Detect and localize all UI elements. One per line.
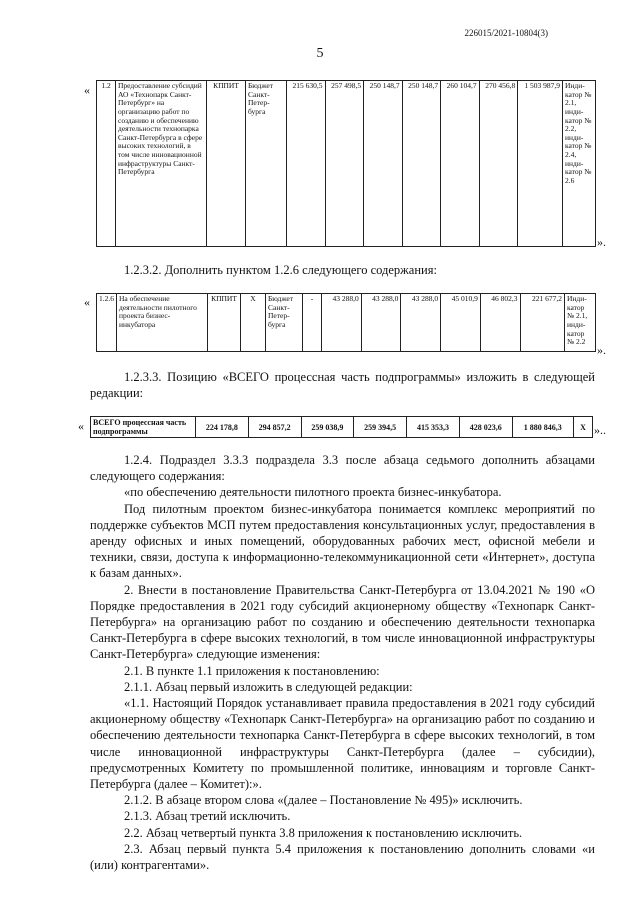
paragraph-1-2-3-2: 1.2.3.2. Дополнить пунктом 1.2.6 следующего содержания:	[124, 263, 437, 277]
open-quote: «	[84, 295, 90, 309]
row-number: 1.2.6	[97, 294, 117, 352]
total-cell: 1 880 846,3	[512, 417, 573, 438]
indicator-cell: Инди-катор № 2.1, инди-катор № 2.2, инди-катор № 2.4, инди-катор № 2.6	[563, 81, 596, 247]
close-quote: ».	[597, 343, 606, 357]
program-table-row-1-2	[96, 80, 596, 247]
paragraph: 1.2.4. Подраздел 3.3.3 подраздела 3.3 после абзаца седьмого дополнить абзацами следующего содержания:	[90, 453, 595, 484]
program-table-row-1-2-6	[96, 293, 596, 352]
value-cell: 43 288,0	[401, 294, 441, 352]
value-cell: 43 288,0	[361, 294, 401, 352]
row-number: 1.2	[97, 81, 116, 247]
funding-source: Бюджет Санкт-Петер-бурга	[266, 294, 303, 352]
value-cell: 259 038,9	[301, 417, 354, 438]
paragraph: 2.1.3. Абзац третий исключить.	[124, 809, 291, 824]
x-cell: Х	[241, 294, 266, 352]
close-quote: ».	[597, 235, 606, 249]
funding-source: Бюджет Санкт-Петер-бурга	[246, 81, 287, 247]
measure-name: На обеспечение деятельности пилотного проекта бизнес-инкубатора	[117, 294, 208, 352]
paragraph: «по обеспечению деятельности пилотного проекта бизнес-инкубатора.	[124, 485, 502, 500]
total-label: ВСЕГО процессная часть подпрограммы	[91, 417, 196, 438]
value-cell: 250 148,7	[402, 81, 441, 247]
paragraph: «1.1. Настоящий Порядок устанавливает правила предоставления в 2021 году субсидий акционерному обществу «Технопарк Санкт-Петербурга» на организацию работ по созданию и обеспечению деятельности технопарка Санкт-Петербурга в сфере высоких технологий, в том числе инновационной инфраструктуры Санкт-Петербурга (далее – субсидии), предусмотренных Комитету по промышленной политике, инновациям и торговле Санкт-Петербурга (далее – Комитет):».	[90, 696, 595, 792]
paragraph: 2.1. В пункте 1.1 приложения к постановлению:	[124, 663, 380, 678]
value-cell: 270 456,8	[479, 81, 518, 247]
x-cell: Х	[574, 417, 593, 438]
paragraph: 2.1.1. Абзац первый изложить в следующей редакции:	[124, 679, 413, 694]
value-cell: 294 857,2	[248, 417, 301, 438]
value-cell: -	[303, 294, 322, 352]
executor: КППИТ	[207, 81, 246, 247]
paragraph: 2.1.2. В абзаце втором слова «(далее – Постановление № 495)» исключить.	[124, 793, 523, 808]
value-cell: 415 353,3	[407, 417, 460, 438]
value-cell: 250 148,7	[364, 81, 403, 247]
paragraph: Под пилотным проектом бизнес-инкубатора понимается комплекс мероприятий по поддержке субъектов МСП путем предоставления консультационных услуг, предоставления в аренду офисных и иных помещений, оборудованных рабочих мест, офисной мебели и техники, связи, доступа к информационно-телекоммуникационной сети «Интернет», доступа к базам данных».	[90, 501, 595, 581]
executor: КППИТ	[208, 294, 241, 352]
paragraph-1-2-3-3: 1.2.3.3. Позицию «ВСЕГО процессная часть подпрограммы» изложить в следующей редакции:	[90, 370, 595, 401]
paragraph: 2.2. Абзац четвертый пункта 3.8 приложения к постановлению исключить.	[124, 825, 523, 840]
value-cell: 257 498,5	[325, 81, 364, 247]
paragraph: 2. Внести в постановление Правительства Санкт-Петербурга от 13.04.2021 № 190 «О Порядке предоставления в 2021 году субсидий акционерному обществу «Технопарк Санкт-Петербурга» на организацию работ по созданию и обеспечению деятельности технопарка Санкт-Петербурга в сфере высоких технологий, в том числе инновационной инфраструктуры Санкт-Петербурга» следующие изменения:	[90, 582, 595, 662]
total-cell: 1 503 987,9	[518, 81, 563, 247]
open-quote: «	[78, 419, 84, 433]
value-cell: 259 394,5	[354, 417, 407, 438]
open-quote: «	[84, 83, 90, 97]
body-text	[90, 452, 595, 873]
value-cell: 43 288,0	[322, 294, 362, 352]
page-number: 5	[316, 46, 324, 61]
document-id: 226015/2021-10804(3)	[464, 28, 548, 38]
value-cell: 45 010,9	[441, 294, 481, 352]
total-process-table	[90, 416, 593, 438]
value-cell: 260 104,7	[441, 81, 480, 247]
value-cell: 46 802,3	[480, 294, 520, 352]
indicator-cell: Инди-катор № 2.1, инди-катор № 2.2	[565, 294, 596, 352]
value-cell: 428 023,6	[459, 417, 512, 438]
total-cell: 221 677,2	[520, 294, 564, 352]
measure-name: Предоставление субсидий АО «Технопарк Санкт-Петербург» на организацию работ по созданию и обеспечению деятельности технопарка Санкт-Петербурга в сфере высоких технологий, в том числе инновационной инфраструктуры Санкт-Петербурга	[116, 81, 207, 247]
close-quote: »..	[594, 423, 606, 437]
paragraph: 2.3. Абзац первый пункта 5.4 приложения к постановлению дополнить словами «и (или) контрагентами».	[90, 841, 595, 873]
value-cell: 224 178,8	[196, 417, 249, 438]
value-cell: 215 630,5	[287, 81, 326, 247]
